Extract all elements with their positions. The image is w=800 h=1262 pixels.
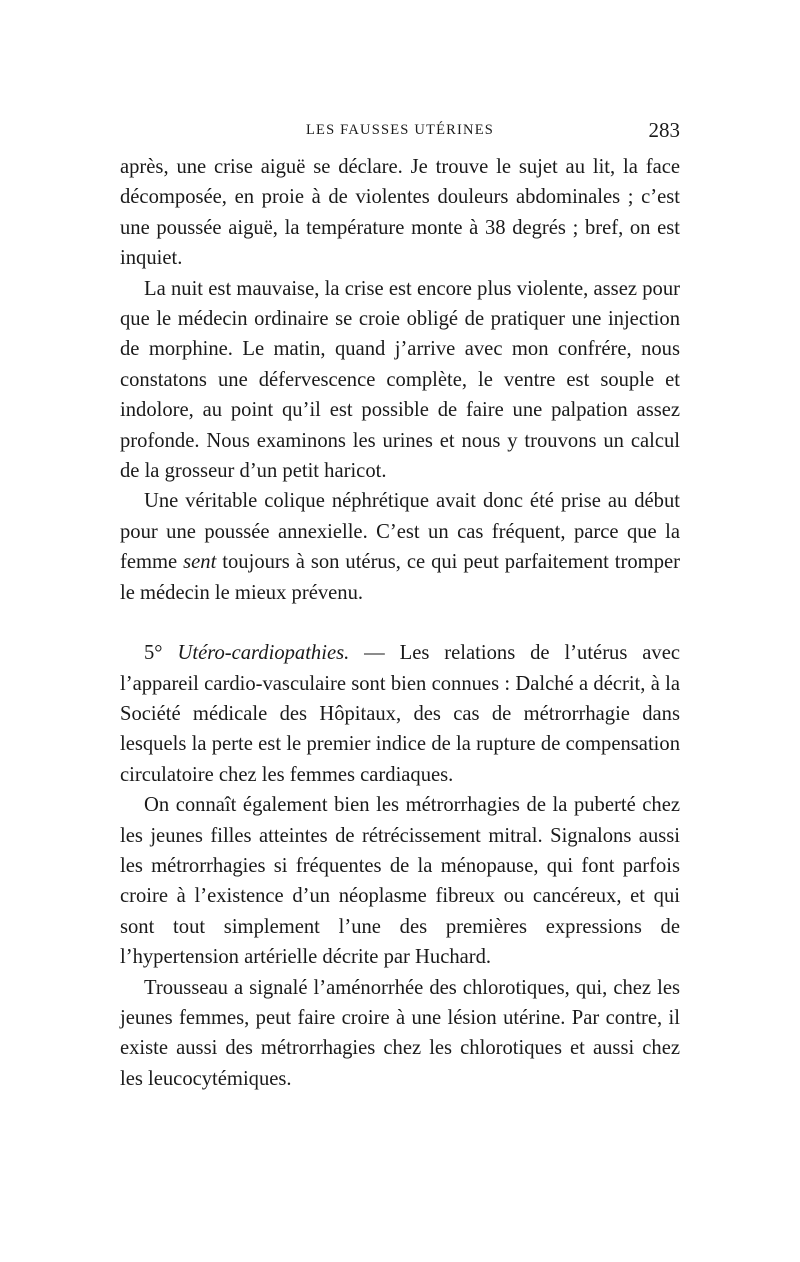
paragraph-renal-colic xyxy=(120,486,680,608)
paragraph-text-part: toujours à son utérus, ce qui peut parfaitement tromper le médecin le mieux prévenu. xyxy=(120,551,680,604)
paragraph-text-part: — Les relations de l’utérus avec l’appareil cardio-vasculaire sont bien connues : Dalché a décrit, à la Société médicale des Hôpitaux, des cas de métrorrhagie dans lesquels la perte est le premier indice de la rupture de compensation circulatoire chez les femmes cardiaques. xyxy=(120,642,680,786)
section-title: Utéro-cardiopathies. xyxy=(177,642,350,665)
section-spacer xyxy=(120,608,680,638)
paragraph-night-crisis: La nuit est mauvaise, la crise est encore plus violente, assez pour que le médecin ordinaire se croie obligé de pratiquer une injection de morphine. Le matin, quand j’arrive avec mon confrére, nous constatons une défervescence complète, le ventre est souple et indolore, au point qu’il est possible de faire une palpation assez profonde. Nous examinons les urines et nous y trouvons un calcul de la grosseur d’un petit haricot. xyxy=(120,277,680,483)
paragraph-chlorotics: Trousseau a signalé l’aménorrhée des chlorotiques, qui, chez les jeunes femmes, peut faire croire à une lésion utérine. Par contre, il existe aussi des métrorrhagies chez les chlorotiques et aussi chez les leucocytémiques. xyxy=(120,976,680,1090)
section-number: 5° xyxy=(144,642,163,665)
paragraph-puberty: On connaît également bien les métrorrhagies de la puberté chez les jeunes filles atteintes de rétrécissement mitral. Signalons aussi les métrorrhagies si fréquentes de la ménopause, qui font parfois croire à l’existence d’un néoplasme fibreux ou cancéreux, et qui sont tout simplement l’une des premières expressions de l’hypertension artérielle décrite par Huchard. xyxy=(120,794,680,969)
paragraph-section-5 xyxy=(120,638,680,790)
running-head xyxy=(120,118,680,144)
paragraph-text-part: Une véritable colique néphrétique avait donc été prise au début pour une poussée annexielle. C’est un cas fréquent, parce que la femme xyxy=(120,490,680,574)
running-title: LES FAUSSES UTÉRINES xyxy=(305,122,495,138)
body-text xyxy=(120,152,680,1094)
italic-word: sent xyxy=(183,551,217,574)
page-number: 283 xyxy=(648,118,680,142)
paragraph-continued: après, une crise aiguë se déclare. Je trouve le sujet au lit, la face décomposée, en proie à de violentes douleurs abdominales ; c’est une poussée aiguë, la température monte à 38 degrés ; bref, on est inquiet. xyxy=(120,156,680,270)
